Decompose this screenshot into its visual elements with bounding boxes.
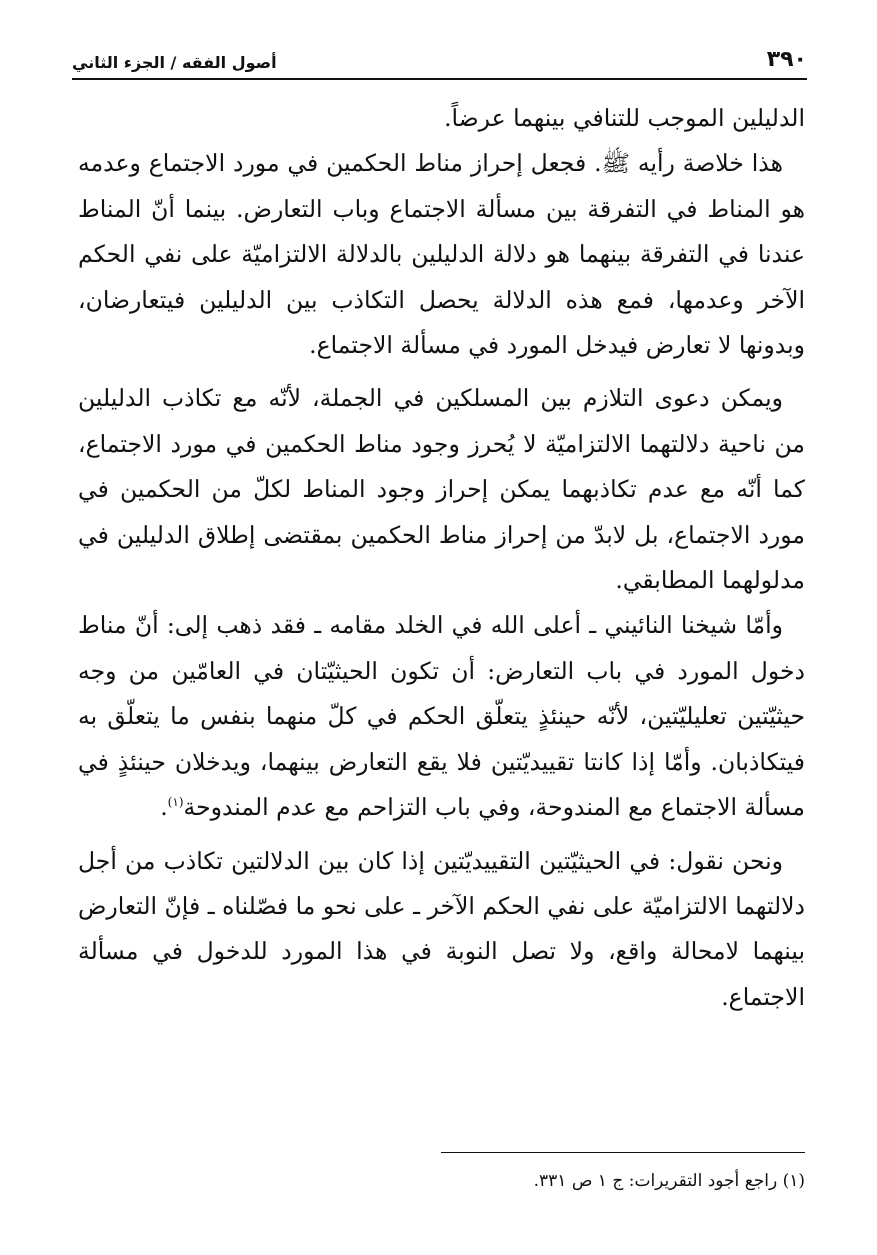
footnote-divider xyxy=(441,1152,805,1153)
paragraph-4 xyxy=(78,603,805,830)
footnote-marker: (١) xyxy=(167,795,184,810)
running-title: أصول الفقه / الجزء الثاني xyxy=(72,53,277,72)
page-header xyxy=(72,36,807,80)
paragraph-4-text: وأمّا شيخنا النائيني ـ أعلى الله في الخلد مقامه ـ فقد ذهب إلى: أنّ مناط دخول المورد في باب التعارض: أن تكون الحيثيّتان في العامّين من وجه حيثيّتين تعليليّتين، لأنّه حينئذٍ يتعلّق الحكم في كلّ منهما بنفس ما يتعلّق به فيتكاذبان. وأمّا إذا كانتا تقييديّتين فلا يقع التعارض بينهما، ويدخلان حينئذٍ في مسألة الاجتماع مع المندوحة، وفي باب التزاحم مع عدم المندوحة xyxy=(78,611,805,822)
page-number: ٣٩٠ xyxy=(766,47,807,72)
main-text xyxy=(78,96,805,1020)
paragraph-2: هذا خلاصة رأيه ﷺ. فجعل إحراز مناط الحكمين في مورد الاجتماع وعدمه هو المناط في التفرقة بين مسألة الاجتماع وباب التعارض. بينما أنّ المناط عندنا في التفرقة بينهما هو دلالة الدليلين بالدلالة الالتزاميّة على نفي الحكم الآخر وعدمها، فمع هذه الدلالة يحصل التكاذب بين الدليلين فيتعارضان، وبدونها لا تعارض فيدخل المورد في مسألة الاجتماع. xyxy=(78,149,805,360)
paragraph-3: ويمكن دعوى التلازم بين المسلكين في الجملة، لأنّه مع تكاذب الدليلين من ناحية دلالتهما الالتزاميّة لا يُحرز وجود مناط الحكمين في مورد الاجتماع، كما أنّه مع عدم تكاذبهما يمكن إحراز وجود المناط لكلّ من الحكمين في مورد الاجتماع، بل لابدّ من إحراز مناط الحكمين بمقتضى إطلاق الدليلين في مدلولهما المطابقي. xyxy=(78,384,805,595)
paragraph-4-end: . xyxy=(160,793,168,822)
footnote: (١) راجع أجود التقريرات: ج ١ ص ٣٣١. xyxy=(533,1171,805,1191)
paragraph-1: الدليلين الموجب للتنافي بينهما عرضاً. xyxy=(444,104,805,132)
paragraph-5: ونحن نقول: في الحيثيّتين التقييديّتين إذا كان بين الدلالتين تكاذب من أجل دلالتهما الالتزاميّة على نفي الحكم الآخر ـ على نحو ما فصّلناه ـ فإنّ التعارض بينهما لامحالة واقع، ولا تصل النوبة في هذا المورد للدخول في مسألة الاجتماع. xyxy=(78,846,805,1011)
